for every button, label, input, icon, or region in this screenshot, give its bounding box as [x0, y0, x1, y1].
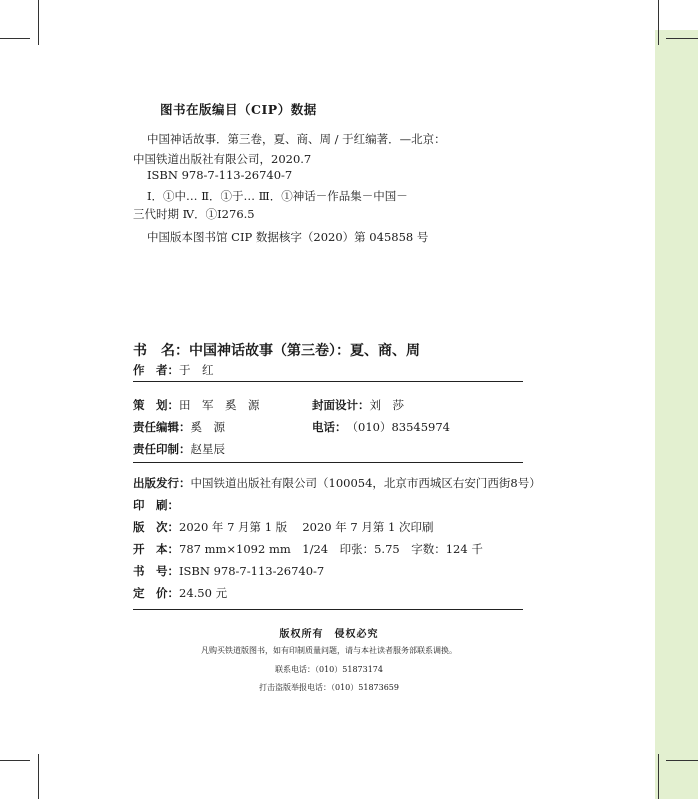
format-row	[133, 541, 483, 557]
book-title-value: 中国神话故事（第三卷）：夏、商、周	[189, 343, 420, 359]
cip-line: 三代时期 Ⅳ．①I276.5	[133, 207, 255, 221]
planner-row	[133, 397, 260, 413]
cip-line: 中国版本图书馆 CIP 数据核字（2020）第 045858 号	[147, 230, 429, 244]
price-value: 24.50 元	[179, 586, 228, 600]
crop-mark	[38, 0, 39, 45]
phone-row	[312, 419, 450, 435]
price-label: 定 价：	[133, 586, 179, 600]
phone-value: （010）83545974	[346, 420, 450, 434]
author-label: 作 者：	[133, 363, 179, 377]
book-title-label: 书 名：	[133, 343, 189, 359]
printer-label: 印 刷：	[133, 498, 179, 512]
isbn-row	[133, 563, 324, 579]
format-value: 787 mm×1092 mm 1/24 印张：5.75 字数：124 千	[179, 542, 483, 556]
cip-line: ISBN 978-7-113-26740-7	[147, 168, 293, 182]
copyright-notice: 版权所有 侵权必究	[279, 629, 379, 640]
author-value: 于 红	[179, 363, 214, 377]
phone-label: 电话：	[312, 420, 347, 434]
planner-value: 田 军 奚 源	[179, 398, 260, 412]
publisher-value: 中国铁道出版社有限公司（100054，北京市西城区右安门西街8号）	[190, 476, 541, 490]
isbn-label: 书 号：	[133, 564, 179, 578]
print-responsible-label: 责任印制：	[133, 442, 191, 456]
divider	[133, 609, 523, 610]
publisher-label: 出版发行：	[133, 476, 191, 490]
crop-mark	[0, 760, 30, 761]
print-responsible-value: 赵星辰	[190, 442, 225, 456]
printer-row	[133, 497, 179, 513]
crop-mark	[658, 754, 659, 799]
editor-value: 奚 源	[190, 420, 225, 434]
contact-phone: 联系电话：（010）51873174	[275, 665, 383, 674]
cover-design-value: 刘 莎	[369, 398, 404, 412]
cover-design-label: 封面设计：	[312, 398, 370, 412]
cip-heading: 图书在版编目（CIP）数据	[160, 102, 317, 117]
anti-piracy-phone: 打击盗版举报电话：（010）51873659	[259, 683, 399, 692]
cip-line: Ⅰ．①中… Ⅱ．①于… Ⅲ．①神话－作品集－中国－	[147, 189, 408, 203]
edition-row	[133, 519, 434, 535]
author-row	[133, 362, 214, 378]
edition-value: 2020 年 7 月第 1 版 2020 年 7 月第 1 次印刷	[179, 520, 434, 534]
editor-label: 责任编辑：	[133, 420, 191, 434]
price-row	[133, 585, 227, 601]
planner-label: 策 划：	[133, 398, 179, 412]
quality-notice: 凡购买铁道版图书，如有印制质量问题，请与本社读者服务部联系调换。	[201, 646, 457, 655]
cip-line: 中国神话故事．第三卷，夏、商、周 / 于红编著．—北京：	[147, 132, 446, 146]
publisher-row	[133, 475, 541, 491]
crop-mark	[0, 38, 30, 39]
book-title-row	[133, 340, 420, 360]
isbn-value: ISBN 978-7-113-26740-7	[179, 564, 325, 578]
print-responsible-row	[133, 441, 225, 457]
format-label: 开 本：	[133, 542, 179, 556]
crop-mark	[666, 38, 698, 39]
cip-line: 中国铁道出版社有限公司，2020.7	[133, 152, 312, 166]
divider	[133, 381, 523, 382]
editor-row	[133, 419, 225, 435]
edition-label: 版 次：	[133, 520, 179, 534]
crop-mark	[666, 760, 698, 761]
cover-design-row	[312, 397, 404, 413]
divider	[133, 462, 523, 463]
crop-mark	[658, 0, 659, 45]
crop-mark	[38, 754, 39, 799]
